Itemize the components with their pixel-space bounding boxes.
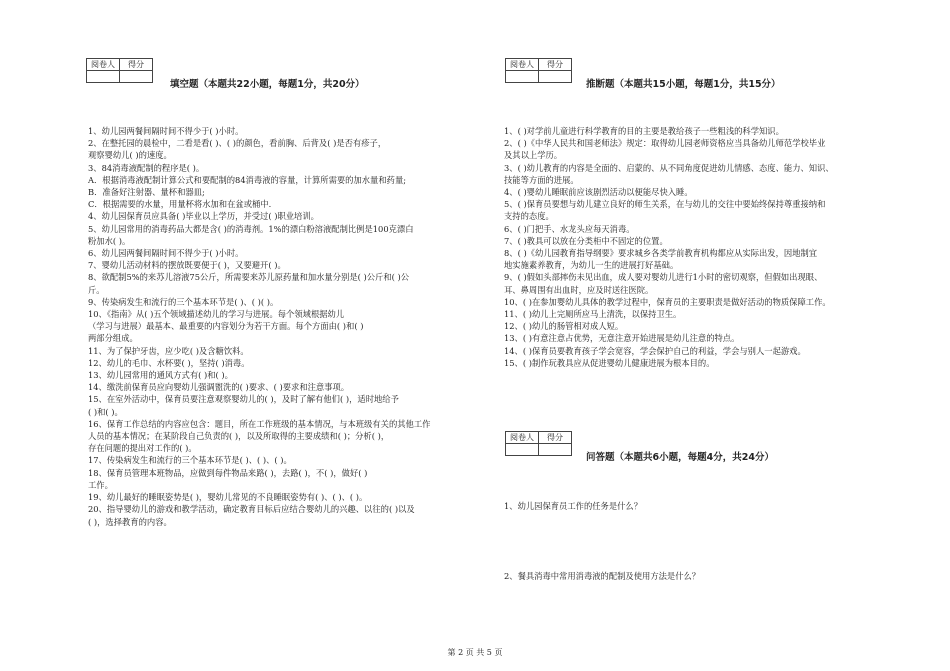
fill-blank-title: 填空题（本题共22小题，每题1分，共20分） <box>170 79 365 90</box>
judgment-line: 及其以上学历。 <box>504 150 563 161</box>
fill-blank-line: 14、缴洗前保育员应向婴幼儿强调盥洗的( )要求、( )要求和注意事项。 <box>88 382 350 393</box>
judgment-questions <box>504 125 904 369</box>
fill-blank-line: 工作。 <box>88 479 113 490</box>
fill-blank-line: 观察婴幼儿( )的速度。 <box>88 150 172 161</box>
judgment-line: 地实施素养教育，为幼儿一生的进展打好基础。 <box>504 260 679 271</box>
score-label: 得分 <box>120 59 153 71</box>
fill-blank-line: 12、幼儿的毛巾、水杯要( )，坚持( )消毒。 <box>88 357 250 368</box>
judgment-title: 推断题（本题共15小题，每题1分，共15分） <box>586 79 781 90</box>
fill-blank-line: 13、幼儿园常用的通风方式有( )和( )。 <box>88 370 233 381</box>
fill-blank-line: 9、传染病发生和流行的三个基本环节是( )、( )( )。 <box>88 296 279 307</box>
fill-blank-line: 17、传染病发生和流行的三个基本环节是( )、( )、( )。 <box>88 455 292 466</box>
judgment-line: 支持的态度。 <box>504 211 554 222</box>
judgment-line: 7、( )教具可以放在分类柜中不固定的位置。 <box>504 235 668 246</box>
qa-question-1: 1、幼儿园保育员工作的任务是什么？ <box>504 501 643 511</box>
fill-blank-line: 5、幼儿园常用的消毒药品大都是含( )的消毒剂。1%的漂白粉溶液配制比例是100克漂白 <box>88 223 414 234</box>
judgment-line: 6、( )门把手、水龙头应每天消毒。 <box>504 223 635 234</box>
score-table-judgment <box>505 58 572 83</box>
judgment-line: 9、( )假如头部摔伤未见出血，成人要对婴幼儿进行1小时的密切观察，但假如出现眼、 <box>504 272 823 283</box>
fill-blank-line: ( )和( )。 <box>88 406 123 417</box>
score-table-qa <box>505 431 572 456</box>
fill-blank-line: 人员的基本情况；在某阶段自己负责的( )，以及所取得的主要成绩和( )；分析( )， <box>88 431 390 442</box>
judgment-line: 3、( )幼儿教育的内容是全面的、启蒙的、从不同角度促进幼儿情感、态度、能力、知识、 <box>504 162 834 173</box>
judgment-line: 技能等方面的进展。 <box>504 174 579 185</box>
fill-blank-line: 15、在室外活动中，保育员要注意观察婴幼儿的( )，及时了解有他们( )，适时地给予 <box>88 394 399 405</box>
fill-blank-line: 4、幼儿园保育员应具备( )毕业以上学历，并受过( )职业培训。 <box>88 211 319 222</box>
fill-blank-questions <box>88 125 483 528</box>
judgment-line: 1、( )对学前儿童进行科学教育的目的主要是教给孩子一些粗浅的科学知识。 <box>504 126 784 136</box>
fill-blank-line: 7、婴幼儿活动材料的摆放既要便于( )，又要避开( )。 <box>88 260 286 271</box>
judgment-line: 13、( )有意注意占优势，无意注意开始进展是幼儿注意的特点。 <box>504 333 740 344</box>
fill-blank-line: 3、84消毒液配制的程序是( )。 <box>88 162 205 173</box>
judgment-line: 11、( )幼儿上完厕所应马上清洗，以保持卫生。 <box>504 309 682 320</box>
judgment-line: 4、( )婴幼儿睡眠前应该剧烈活动以便能尽快入睡。 <box>504 187 693 198</box>
fill-blank-line: （学习与进展）最基本、最重要的内容划分为若干方面。每个方面由( )和( ) <box>88 321 364 332</box>
fill-blank-line: 11、为了保护牙齿，应少吃( )及含糖饮料。 <box>88 345 249 356</box>
judgment-line: 2、( )《中华人民共和国老师法》规定：取得幼儿园老师资格应当具备幼儿师范学校毕业 <box>504 138 826 149</box>
judgment-line: 耳、鼻周围有出血时，应及时送往医院。 <box>504 284 654 295</box>
judgment-line: 14、( )保育员要教育孩子学会宽容，学会保护自己的利益，学会与别人一起游戏。 <box>504 345 806 356</box>
reviewer-label: 阅卷人 <box>506 432 539 444</box>
fill-blank-line: A．根据消毒液配制计算公式和要配制的84消毒液的容量，计算所需要的加水量和药量; <box>88 174 407 185</box>
fill-blank-line: 6、幼儿园两餐间隔时间不得少于( )小时。 <box>88 248 244 259</box>
fill-blank-line: C．根据需要的水量，用量杯将水加和在盆或桶中. <box>88 199 272 210</box>
fill-blank-line: 20、指导婴幼儿的游戏和教学活动，确定教育目标后应结合婴幼儿的兴趣、以往的( )以及 <box>88 504 415 515</box>
score-label: 得分 <box>539 432 572 444</box>
qa-title: 问答题（本题共6小题，每题4分，共24分） <box>586 452 774 463</box>
fill-blank-line: B．准备好注射器、量杯和器皿; <box>88 187 205 198</box>
fill-blank-line: 两部分组成。 <box>88 333 138 344</box>
fill-blank-line: 2、在整托园的晨检中，二看是看( )、( )的颜色，看前胸、后背及( )是否有疹子， <box>88 138 387 149</box>
fill-blank-line: ( )，选择教育的内容。 <box>88 516 172 527</box>
reviewer-label: 阅卷人 <box>506 59 539 71</box>
fill-blank-line: 10、《指南》从( )五个领域描述幼儿的学习与进展。每个领域根据幼儿 <box>88 309 345 320</box>
score-table-fill <box>86 58 153 83</box>
judgment-line: 5、( )保育员要想与幼儿建立良好的师生关系，在与幼儿的交往中要始终保持尊重接纳和 <box>504 199 826 210</box>
fill-blank-line: 1、幼儿园两餐间隔时间不得少于( )小时。 <box>88 126 244 136</box>
judgment-line: 15、( )制作玩教具应从促进婴幼儿健康进展为根本目的。 <box>504 357 715 368</box>
judgment-line: 10、( )在参加婴幼儿具体的教学过程中，保育员的主要职责是做好活动的物质保障工作。 <box>504 296 831 307</box>
reviewer-label: 阅卷人 <box>87 59 120 71</box>
fill-blank-line: 粉加水( )。 <box>88 235 131 246</box>
fill-blank-line: 斤。 <box>88 284 105 295</box>
page-footer: 第 2 页 共 5 页 <box>447 648 503 657</box>
fill-blank-line: 存在问题的提出对工作的( )。 <box>88 443 197 454</box>
fill-blank-line: 18、保育员管理本班物品，应做到每件物品来路( )，去路( )，不( )，做好( ) <box>88 467 368 478</box>
fill-blank-line: 19、幼儿最好的睡眠姿势是( )，婴幼儿常见的不良睡眠姿势有( )、( )、( )。 <box>88 492 368 503</box>
fill-blank-line: 8、欲配制5%的来苏儿溶液75公斤，所需要来苏儿原药量和加水量分别是( )公斤和( )公 <box>88 272 410 283</box>
fill-blank-line: 16、保育工作总结的内容应包含：题目，所在工作班级的基本情况，与本班级有关的其他工作 <box>88 418 431 429</box>
judgment-line: 8、( )《幼儿园教育指导纲要》要求城乡各类学前教育机构都应从实际出发，因地制宜 <box>504 248 818 259</box>
judgment-line: 12、( )幼儿的肠管相对成人短。 <box>504 321 624 332</box>
score-label: 得分 <box>539 59 572 71</box>
qa-question-2: 2、餐具消毒中常用消毒液的配制及使用方法是什么？ <box>504 571 701 581</box>
